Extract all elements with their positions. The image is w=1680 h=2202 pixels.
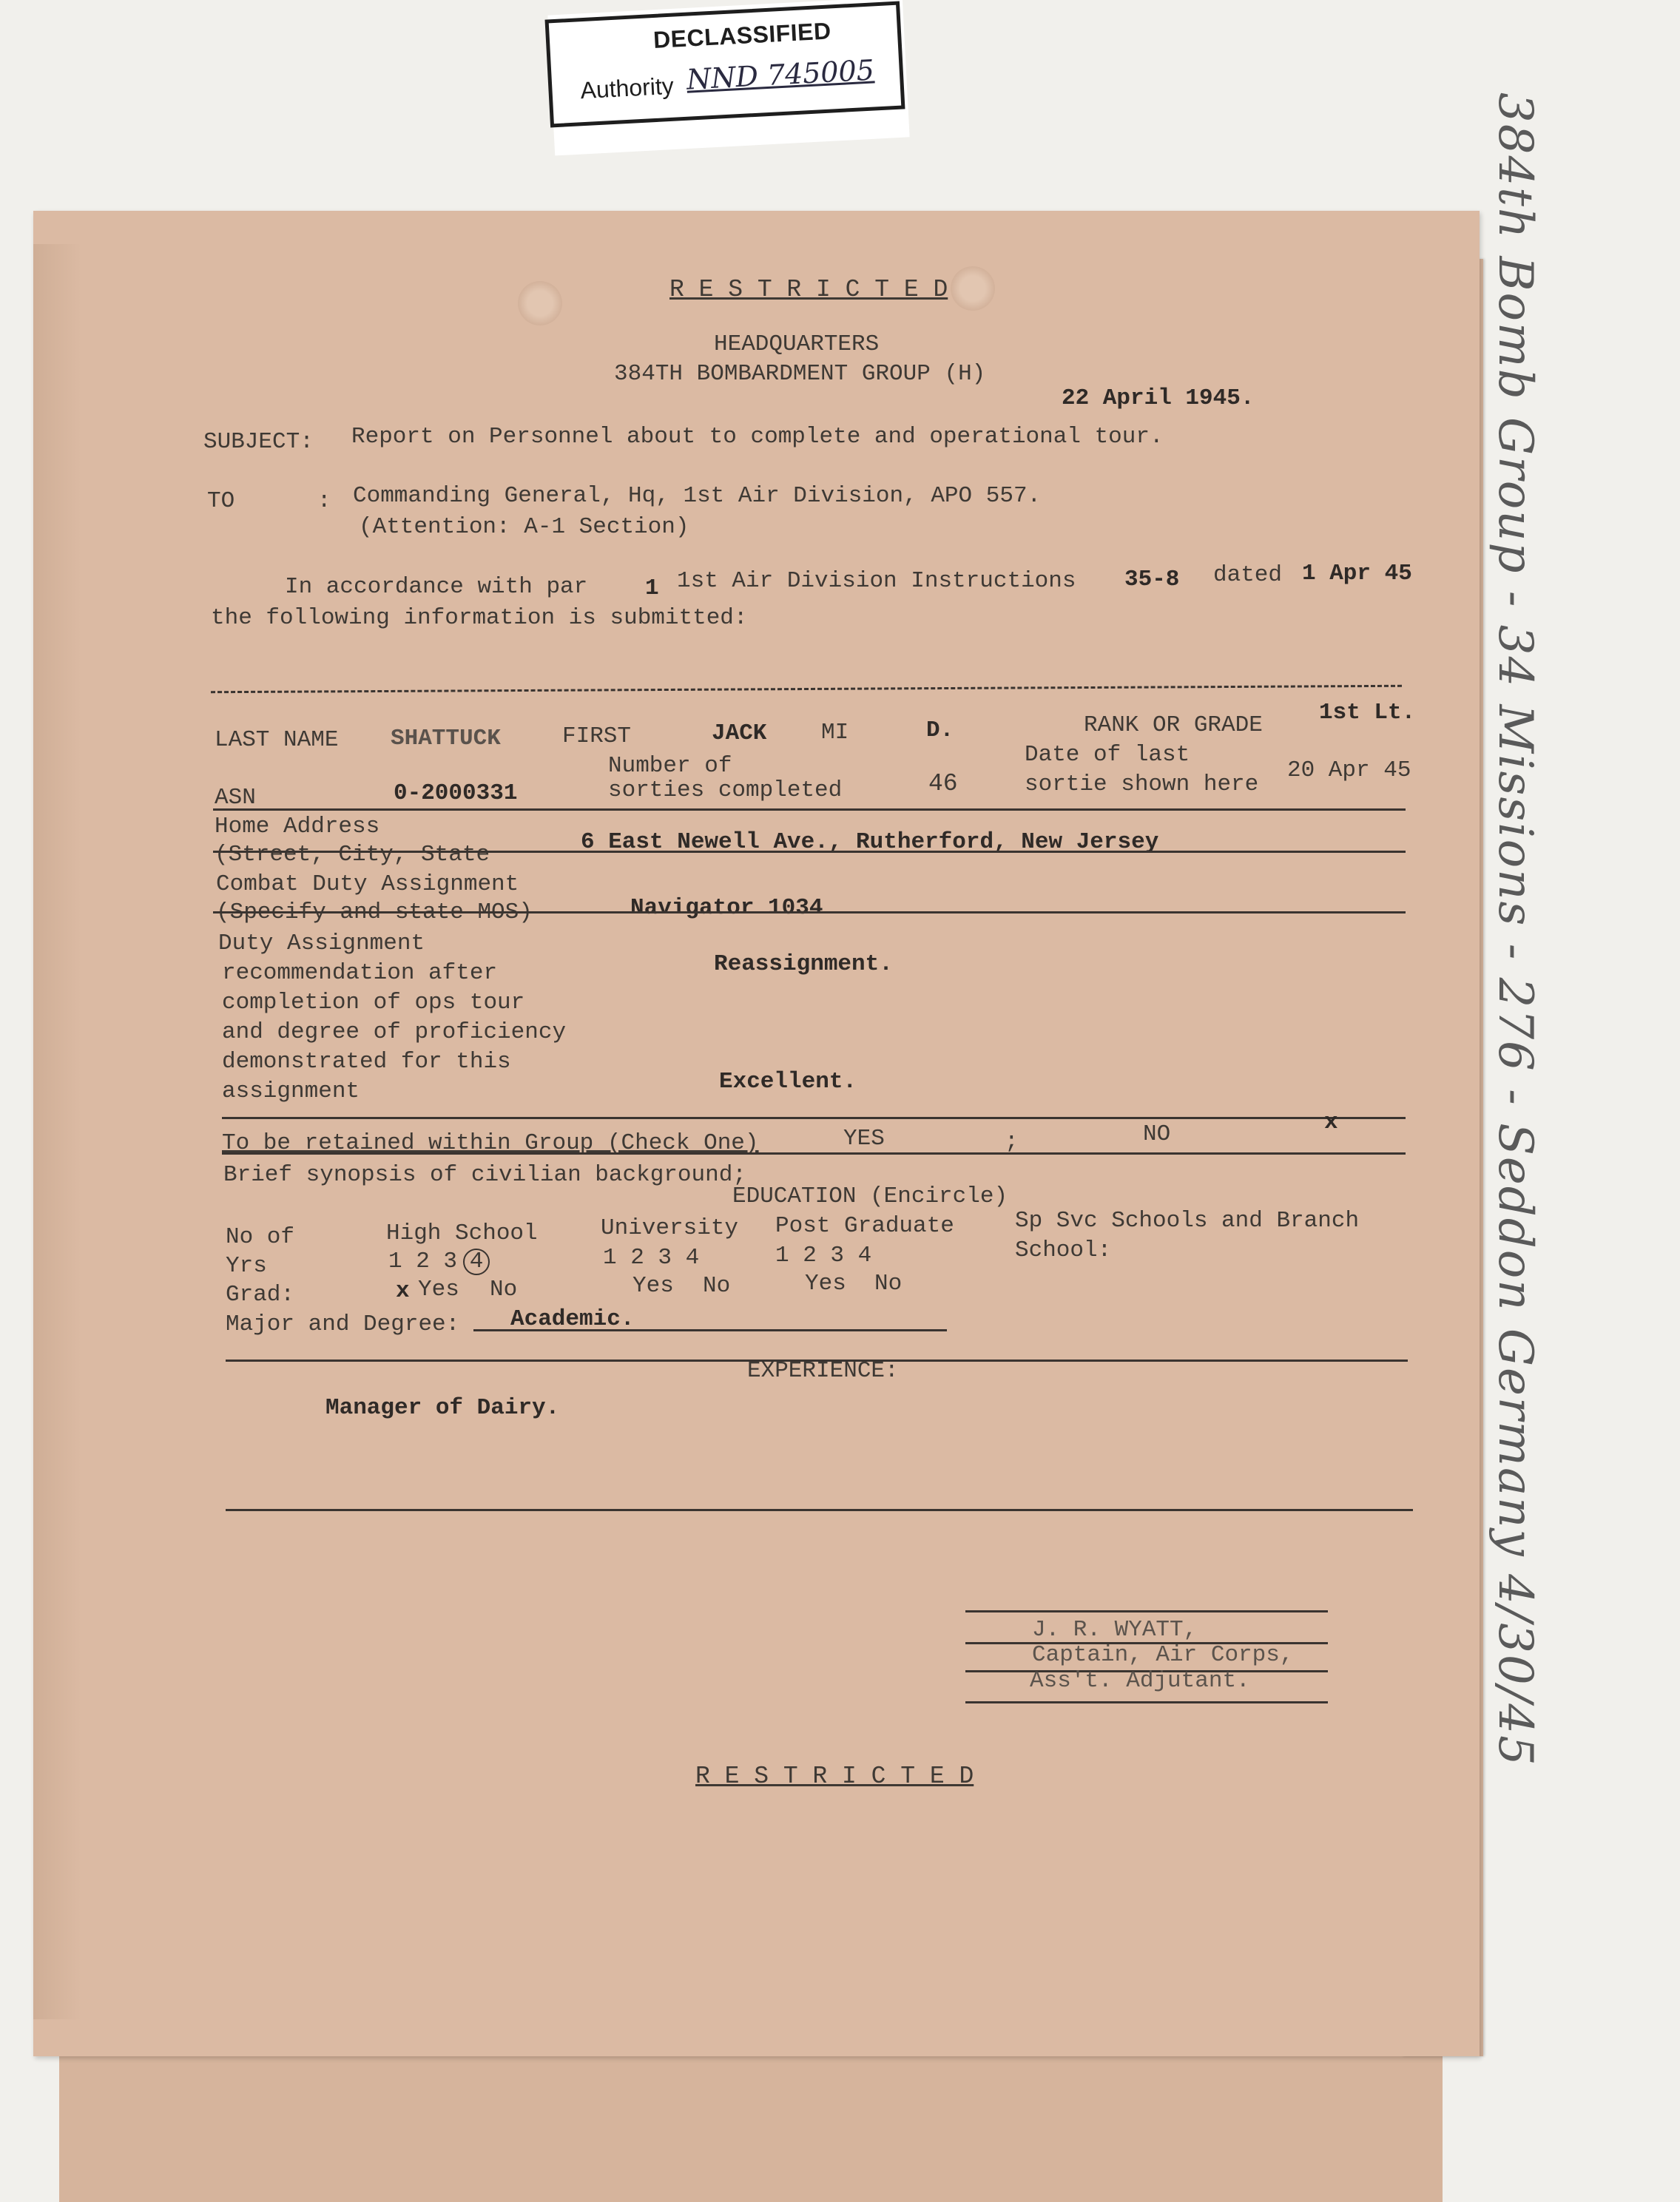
row-rule <box>213 911 1406 913</box>
retained-separator: ; <box>1005 1129 1019 1155</box>
punch-hole <box>518 281 562 325</box>
sorties-label-line2: sorties completed <box>608 777 843 803</box>
home-label-line2: (Street, City, State <box>215 842 490 868</box>
stamp-authority-number: NND 745005 <box>685 53 875 96</box>
mi-value: D. <box>926 717 954 743</box>
combat-label-line1: Combat Duty Assignment <box>216 871 519 897</box>
intro-par: 1 <box>645 575 659 601</box>
rank-value: 1st Lt. <box>1319 700 1416 726</box>
intro-line2: the following information is submitted: <box>211 605 748 631</box>
duty-label-line3: completion of ops tour <box>222 990 525 1016</box>
signature-rule <box>965 1610 1328 1612</box>
experience-value: Manager of Dairy. <box>325 1395 560 1421</box>
duty-label-line5: demonstrated for this <box>222 1049 511 1075</box>
experience-title: EXPERIENCE: <box>747 1358 899 1384</box>
sorties-value: 46 <box>928 770 958 797</box>
retained-label: To be retained within Group (Check One) <box>222 1130 759 1156</box>
no-of-label: No of <box>226 1224 295 1250</box>
to-line2: (Attention: A-1 Section) <box>359 514 689 540</box>
row-rule <box>213 808 1406 811</box>
subject-label: SUBJECT: <box>203 429 314 455</box>
university-grad-no: No <box>703 1273 731 1299</box>
last-sortie-label-line1: Date of last <box>1025 742 1190 768</box>
grad-label: Grad: <box>226 1282 295 1308</box>
home-address-value: 6 East Newell Ave., Rutherford, New Jersey <box>581 829 1159 855</box>
duty-proficiency-value: Excellent. <box>719 1069 857 1095</box>
classification-bottom: R E S T R I C T E D <box>695 1763 974 1790</box>
row-rule <box>222 1152 1406 1155</box>
retained-no-mark: x <box>1324 1110 1338 1135</box>
header-line2: 384TH BOMBARDMENT GROUP (H) <box>614 361 986 387</box>
asn-value: 0-2000331 <box>394 780 518 806</box>
combat-duty-value: Navigator 1034 <box>630 895 823 921</box>
post-graduate-label: Post Graduate <box>775 1213 954 1239</box>
last-name-label: LAST NAME <box>215 727 339 753</box>
sp-svc-label-line2: School: <box>1015 1237 1112 1263</box>
to-label: TO : <box>207 488 331 514</box>
education-title: EDUCATION (Encircle) <box>732 1183 1008 1209</box>
asn-label: ASN <box>215 785 256 811</box>
document-date: 22 April 1945. <box>1062 385 1255 411</box>
row-rule <box>222 1117 1406 1119</box>
high-school-years: 1 2 3 <box>388 1249 458 1274</box>
intro-part2: 1st Air Division Instructions <box>677 568 1076 594</box>
post-graduate-grad-yes: Yes <box>805 1271 846 1297</box>
sorties-label-line1: Number of <box>608 753 732 779</box>
signature-title2: Ass't. Adjutant. <box>1030 1668 1250 1694</box>
yrs-label: Yrs <box>226 1253 267 1279</box>
post-graduate-grad-no: No <box>874 1271 903 1297</box>
classification-top: R E S T R I C T E D <box>669 276 948 303</box>
last-name-value: SHATTUCK <box>391 726 501 752</box>
university-label: University <box>601 1215 739 1241</box>
high-school-grad-mark: x <box>396 1278 410 1304</box>
sp-svc-label-line1: Sp Svc Schools and Branch <box>1015 1208 1360 1234</box>
synopsis-label: Brief synopsis of civilian background; <box>223 1162 746 1188</box>
duty-label-line1: Duty Assignment <box>218 931 425 956</box>
rank-label: RANK OR GRADE <box>1084 712 1263 738</box>
row-rule <box>213 851 1406 853</box>
declassified-stamp <box>545 1 905 128</box>
combat-label-line2: (Specify and state MOS) <box>216 899 533 925</box>
retained-no-label: NO <box>1143 1121 1171 1147</box>
last-sortie-value: 20 Apr 45 <box>1287 757 1411 783</box>
signature-rule <box>965 1701 1328 1703</box>
last-sortie-label-line2: sortie shown here <box>1025 771 1259 797</box>
home-label-line1: Home Address <box>215 814 380 840</box>
high-school-year-4-circled: 4 <box>463 1249 490 1275</box>
major-underline <box>473 1329 947 1331</box>
to-line1: Commanding General, Hq, 1st Air Division, APO 557. <box>353 483 1042 509</box>
signature-title1: Captain, Air Corps, <box>1032 1642 1294 1668</box>
stamp-authority-label: Authority <box>579 72 675 104</box>
university-years: 1 2 3 4 <box>603 1245 700 1271</box>
major-label: Major and Degree: <box>226 1311 460 1337</box>
intro-dated-label: dated <box>1213 562 1283 588</box>
paper-fold-shadow <box>33 244 81 2019</box>
intro-instructions-number: 35-8 <box>1124 567 1180 592</box>
duty-label-line4: and degree of proficiency <box>222 1019 567 1045</box>
duty-label-line2: recommendation after <box>222 960 498 986</box>
mi-label: MI <box>821 720 849 746</box>
duty-recommendation-value: Reassignment. <box>714 951 893 977</box>
first-name-value: JACK <box>712 720 767 746</box>
first-name-label: FIRST <box>562 723 632 749</box>
duty-label-line6: assignment <box>222 1078 360 1104</box>
row-rule <box>226 1509 1413 1511</box>
signature-name: J. R. WYATT, <box>1032 1617 1198 1643</box>
high-school-label: High School <box>386 1220 538 1246</box>
post-graduate-years: 1 2 3 4 <box>775 1243 872 1269</box>
intro-dated: 1 Apr 45 <box>1302 561 1412 587</box>
university-grad-yes: Yes <box>632 1273 674 1299</box>
header-line1: HEADQUARTERS <box>714 331 880 357</box>
stamp-title: DECLASSIFIED <box>652 17 832 53</box>
punch-hole <box>951 266 995 311</box>
major-value: Academic. <box>510 1306 635 1332</box>
high-school-grad-yes: Yes <box>418 1277 459 1303</box>
retained-yes-label: YES <box>843 1126 885 1152</box>
subject-text: Report on Personnel about to complete and operational tour. <box>351 424 1164 450</box>
handwritten-margin-note: 384th Bomb Group - 34 Missions - 276 - Seddon Germany 4/30/45 <box>1488 92 1542 1767</box>
intro-part1: In accordance with par <box>285 574 588 600</box>
high-school-grad-no: No <box>490 1277 518 1303</box>
